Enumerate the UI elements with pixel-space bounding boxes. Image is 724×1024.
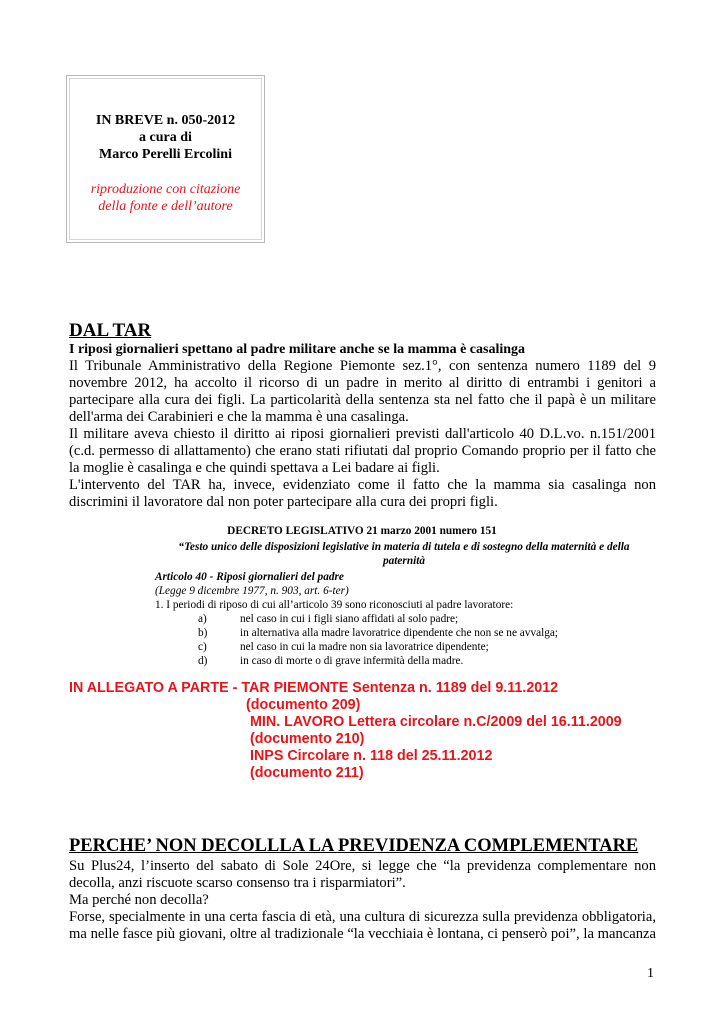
decree-item-text: nel caso in cui la madre non sia lavoratrice dipendente; bbox=[240, 641, 489, 653]
page-number: 1 bbox=[647, 966, 654, 981]
attachment-doc-210: (documento 210) bbox=[250, 731, 365, 747]
attachment-inps: INPS Circolare n. 118 del 25.11.2012 bbox=[250, 748, 493, 764]
decree-item-text: in alternativa alla madre lavoratrice dipendente che non se ne avvalga; bbox=[240, 627, 559, 639]
attachment-min-lavoro: MIN. LAVORO Lettera circolare n.C/2009 del 16.11.2009 bbox=[250, 714, 622, 730]
decree-subtitle-line2: paternità bbox=[382, 555, 426, 567]
previdenza-body-line: Ma perché non decolla? bbox=[69, 892, 209, 908]
decree-title: DECRETO LEGISLATIVO 21 marzo 2001 numero 151 bbox=[227, 525, 497, 537]
section-subtitle-tar: I riposi giornalieri spettano al padre militare anche se la mamma è casalinga bbox=[69, 342, 526, 357]
section-title-previdenza: PERCHE’ NON DECOLLLA LA PREVIDENZA COMPLEMENTARE bbox=[69, 836, 639, 856]
reproduction-note-line2: della fonte e dell’autore bbox=[98, 199, 233, 214]
section-title-dal-tar: DAL TAR bbox=[69, 320, 152, 341]
header-box bbox=[66, 75, 265, 243]
tar-body-line: discrimini il lavoratore dal non poter partecipare alla cura dei propri figli. bbox=[69, 494, 498, 510]
decree-subtitle-line1: “Testo unico delle disposizioni legislative in materia di tutela e di sostegno della maternità e della bbox=[178, 541, 630, 553]
decree-item-letter: d) bbox=[198, 655, 208, 667]
tar-body-line: partecipare alla cura dei figli. La particolarità della sentenza sta nel fatto che il papà è un militare bbox=[69, 392, 656, 408]
reproduction-note-line1: riproduzione con citazione bbox=[90, 182, 241, 197]
tar-body-line: Il militare aveva chiesto il diritto ai riposi giornalieri previsti dall'articolo 40 D.L.vo. n.151/2001 bbox=[69, 426, 656, 442]
previdenza-body-line: ma nelle fasce più giovani, oltre al tradizionale “la vecchiaia è lontana, ci penserò poi”, la mancanza bbox=[69, 926, 656, 942]
curated-by-label: a cura di bbox=[139, 130, 192, 145]
tar-body-line: Il Tribunale Amministrativo della Regione Piemonte sez.1°, con sentenza numero 1189 del 9 bbox=[69, 358, 656, 374]
decree-item-letter: a) bbox=[198, 613, 207, 625]
tar-body-line: novembre 2012, ha accolto il ricorso di un padre in merito al diritto di entrambi i genitori a bbox=[69, 375, 656, 391]
previdenza-body-line: Su Plus24, l’inserto del sabato di Sole 24Ore, si legge che “la previdenza complementare non bbox=[69, 858, 656, 874]
attachment-doc-209: (documento 209) bbox=[246, 697, 361, 713]
previdenza-body-line: decolla, anzi riscuote scarso consenso tra i risparmiatori”. bbox=[69, 875, 406, 891]
tar-body-line: la moglie è casalinga e che quindi spettava a Lei badare ai figli. bbox=[69, 460, 440, 476]
decree-item-text: in caso di morte o di grave infermità della madre. bbox=[240, 655, 464, 667]
tar-body-line: dell'arma dei Carabinieri e che la mamma è una casalinga. bbox=[69, 409, 409, 425]
tar-body-line: (c.d. permesso di allattamento) che erano stati rifiutati dal proprio Comando proprio per il fatto che bbox=[69, 443, 656, 459]
attachment-doc-211: (documento 211) bbox=[250, 765, 364, 781]
decree-item-text: nel caso in cui i figli siano affidati al solo padre; bbox=[240, 613, 459, 625]
previdenza-body-line: Forse, specialmente in una certa fascia di età, una cultura di sicurezza sulla previdenza obbligatoria, bbox=[69, 909, 656, 925]
tar-body-line: L'intervento del TAR ha, invece, evidenziato come il fatto che la mamma sia casalinga non bbox=[69, 477, 656, 493]
tar-body bbox=[69, 358, 656, 511]
attachment-tar-piemonte: IN ALLEGATO A PARTE - TAR PIEMONTE Sentenza n. 1189 del 9.11.2012 bbox=[69, 680, 559, 696]
decree-point-1: 1. I periodi di riposo di cui all’articolo 39 sono riconosciuti al padre lavoratore: bbox=[155, 599, 514, 611]
decree-law-reference: (Legge 9 dicembre 1977, n. 903, art. 6-ter) bbox=[155, 585, 349, 597]
decree-article-title: Articolo 40 - Riposi giornalieri del padre bbox=[155, 571, 344, 583]
bulletin-number: IN BREVE n. 050-2012 bbox=[95, 113, 236, 128]
author-name: Marco Perelli Ercolini bbox=[99, 147, 232, 162]
previdenza-body bbox=[69, 858, 656, 943]
decree-item-letter: c) bbox=[198, 641, 207, 653]
decree-item-letter: b) bbox=[198, 627, 208, 639]
